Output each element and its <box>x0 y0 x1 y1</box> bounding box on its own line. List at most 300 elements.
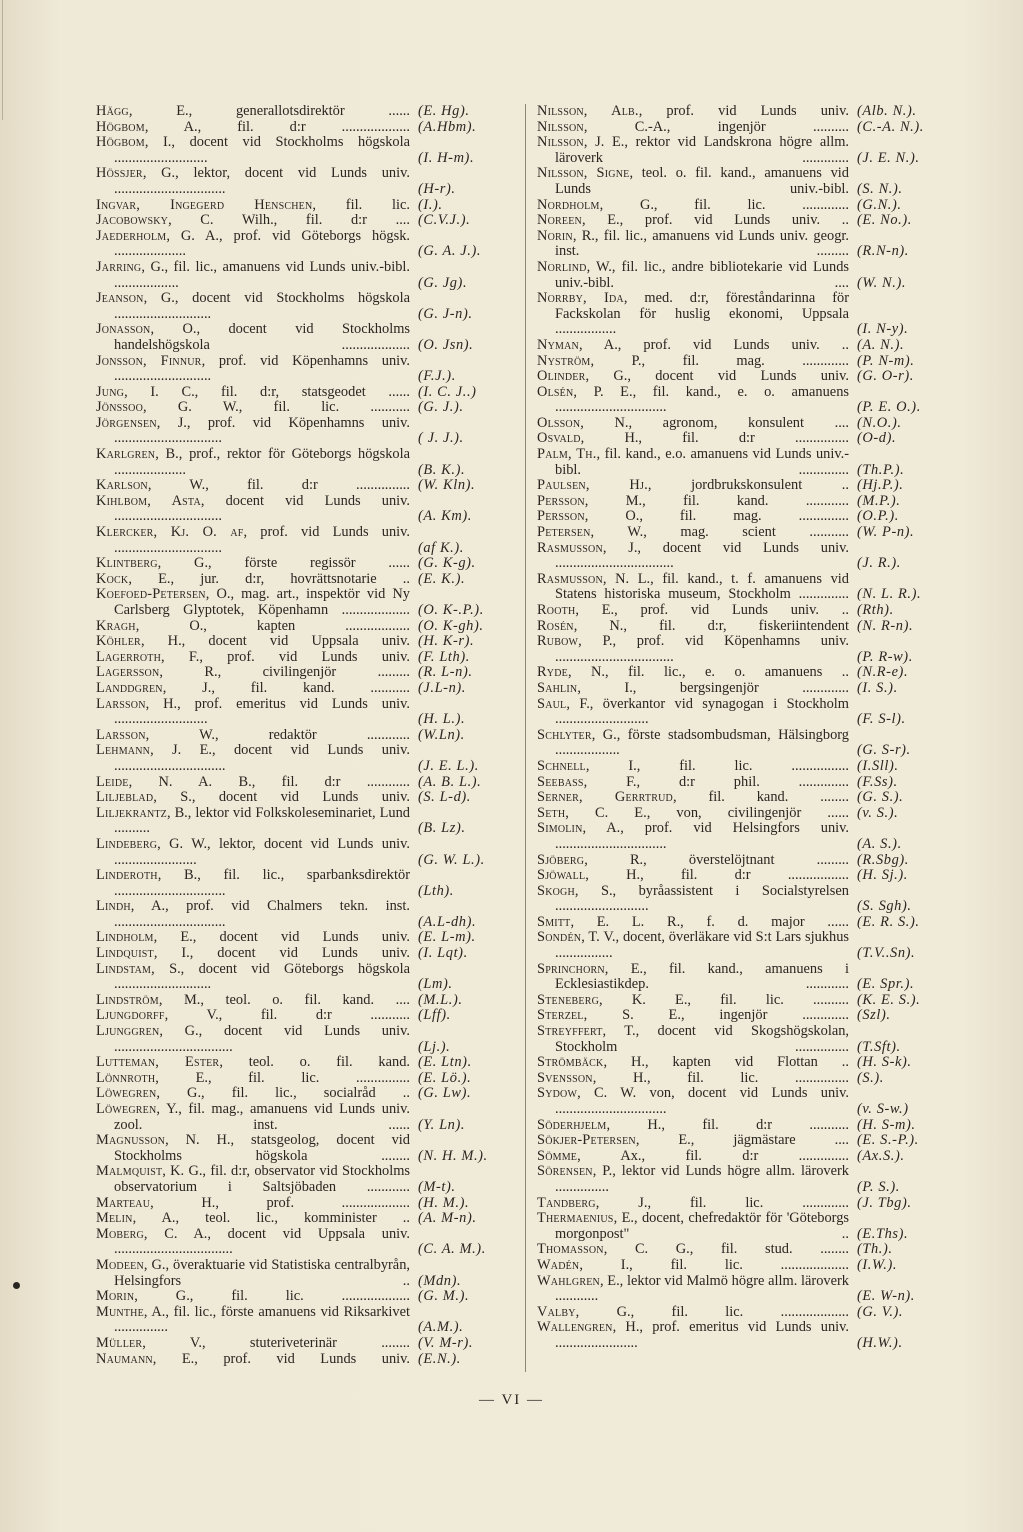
contributor-name: Persson <box>537 492 585 509</box>
contributor-entry <box>96 946 508 962</box>
contributor-text <box>537 198 849 214</box>
contributor-description: , I., fil. lic. ................... <box>579 1256 849 1273</box>
contributor-text <box>96 1086 410 1102</box>
contributor-entry <box>537 603 935 619</box>
contributor-description: , prof. vid Köpenhamns univ. ........................... <box>114 352 410 385</box>
contributor-abbreviation: (G.N.). <box>857 196 902 213</box>
contributor-description: , R., överstelöjtnant ......... <box>584 851 849 868</box>
contributor-text <box>96 354 410 385</box>
contributor-description: , fil. kand. ........ <box>672 789 849 806</box>
contributor-name: Olsson <box>537 414 581 431</box>
contributor-text <box>96 775 410 791</box>
contributor-name: Sondén <box>537 929 582 946</box>
contributor-name: Lindholm <box>96 929 154 946</box>
contributor-entry <box>96 728 508 744</box>
contributor-description: , E., docent vid Lunds univ. <box>153 929 410 946</box>
contributor-name: Rasmusson <box>537 570 603 587</box>
contributor-entry <box>537 416 935 432</box>
contributor-text <box>96 930 410 946</box>
contributor-entry <box>96 229 508 260</box>
contributor-name: Lehmann <box>96 742 151 759</box>
contributor-name: Lagersson <box>96 664 160 681</box>
contributor-entry <box>96 650 508 666</box>
contributor-description: , C.-A., ingenjör .......... <box>583 118 849 135</box>
contributor-name: Norin <box>537 227 573 244</box>
contributor-abbreviation: (C.V.J.). <box>418 212 471 229</box>
contributor-entry <box>537 198 935 214</box>
contributor-name: Nordholm <box>537 196 600 213</box>
contributor-text <box>96 1071 410 1087</box>
contributor-entry <box>537 821 935 852</box>
contributor-description: , E., jur. d:r, hovrättsnotarie .. <box>128 570 410 587</box>
contributor-description: , A., teol. lic., komminister .. <box>132 1210 410 1227</box>
contributor-abbreviation: (G. S-r). <box>857 742 911 759</box>
contributor-abbreviation: (G. W. L.). <box>418 851 485 868</box>
contributor-text <box>96 993 410 1009</box>
contributor-name: Nilsson, Alb. <box>537 103 639 119</box>
contributor-text <box>537 354 849 370</box>
contributor-description: , H., fil. lic. ............... <box>592 1069 849 1086</box>
contributor-abbreviation: (E. Ltn). <box>418 1054 472 1071</box>
right-column <box>537 104 935 1352</box>
contributor-abbreviation: (I.Sll). <box>857 757 899 774</box>
contributor-description: , S. E., ingenjör ............. <box>583 1007 849 1024</box>
contributor-entry <box>96 525 508 556</box>
contributor-name: Nyman <box>537 336 579 353</box>
contributor-entry <box>96 1102 508 1133</box>
contributor-text <box>96 556 410 572</box>
contributor-text <box>537 790 849 806</box>
contributor-name: Lindeberg <box>96 835 158 852</box>
contributor-abbreviation: (R. L-n). <box>418 664 473 681</box>
contributor-text <box>537 603 849 619</box>
contributor-abbreviation: (Alb. N.). <box>857 103 917 119</box>
contributor-name: Linderoth <box>96 867 158 884</box>
contributor-entry <box>96 1336 508 1352</box>
contributor-abbreviation: (F. Lth). <box>418 648 470 665</box>
contributor-description: , C. W. von, docent vid Lunds univ. ............................... <box>555 1085 849 1117</box>
contributor-abbreviation: (O.P.). <box>857 508 899 525</box>
column-divider <box>525 104 526 1372</box>
contributor-description: , F., överkantor vid synagogan i Stockholm .......................... <box>555 695 849 728</box>
contributor-description: , N. A. B., fil. d:r ............ <box>128 773 410 790</box>
contributor-name: Rubow <box>537 633 579 650</box>
contributor-name: Thermaenius <box>537 1210 614 1227</box>
contributor-entry <box>96 681 508 697</box>
contributor-name: Sydow <box>537 1085 578 1102</box>
contributor-name: Jonsson, Finnur <box>96 352 202 369</box>
contributor-entry <box>96 1227 508 1258</box>
contributor-description: , N. L., fil. kand., t. f. amanuens vid Statens historiska museum, Stockholm .............. <box>555 570 849 603</box>
contributor-description: , N., agronom, konsulent .... <box>580 414 849 431</box>
contributor-description: , J., docent vid Lunds univ. ................................. <box>555 539 849 572</box>
contributor-description: , E., prof. vid Lunds univ. .. <box>575 602 849 618</box>
contributor-description: , A., prof. vid Lunds univ. .. <box>578 336 849 353</box>
contributor-name: Löwegren <box>96 1101 157 1117</box>
contributor-name: Klercker, Kj. O. af <box>96 524 244 541</box>
contributor-description: , H., kapten vid Flottan .. <box>603 1054 849 1071</box>
contributor-abbreviation: (P. N-m). <box>857 352 915 369</box>
contributor-text <box>96 1211 410 1227</box>
contributor-description: , E., fil. lic. ............... <box>155 1069 410 1086</box>
contributor-entry <box>537 1305 935 1321</box>
contributor-entry <box>537 135 935 166</box>
contributor-text <box>96 837 410 868</box>
contributor-abbreviation: (E. W-n). <box>857 1288 916 1305</box>
contributor-text <box>537 1008 849 1024</box>
contributor-abbreviation: (G. J.). <box>418 399 464 416</box>
contributor-name: Schnell <box>537 757 586 774</box>
contributor-name: Liljeblad <box>96 789 154 806</box>
contributor-abbreviation: (G. V.). <box>857 1303 904 1320</box>
contributor-entry <box>537 728 935 759</box>
contributor-name: Streyffert <box>537 1023 603 1040</box>
contributor-abbreviation: (F. S-l). <box>857 711 906 728</box>
contributor-entry <box>96 775 508 791</box>
contributor-text <box>537 1133 849 1149</box>
contributor-entry <box>537 120 935 136</box>
contributor-text <box>96 899 410 930</box>
contributor-entry <box>96 1008 508 1024</box>
contributor-abbreviation: (P. E. O.). <box>857 399 921 416</box>
contributor-text <box>537 1055 849 1071</box>
contributor-abbreviation: (Ax.S.). <box>857 1147 905 1164</box>
contributor-description: , E., lektor vid Malmö högre allm. läroverk ............ <box>555 1272 849 1305</box>
contributor-description: , prof. vid Lunds univ. .............................. <box>114 524 410 556</box>
contributor-entry <box>96 790 508 806</box>
contributor-abbreviation: (W. N.). <box>857 274 907 291</box>
contributor-name: Ljungdorff <box>96 1007 165 1024</box>
contributor-entry <box>537 853 935 869</box>
contributor-abbreviation: (Lff). <box>418 1007 451 1024</box>
contributor-abbreviation: (G. J-n). <box>418 305 473 322</box>
contributor-entry <box>96 1258 508 1289</box>
contributor-entry <box>96 930 508 946</box>
contributor-abbreviation: (E. No.). <box>857 212 912 229</box>
contributor-name: Larsson <box>96 726 146 743</box>
contributor-abbreviation: (A. B. L.). <box>418 773 482 790</box>
contributor-entry <box>537 1320 935 1351</box>
contributor-text <box>537 1071 849 1087</box>
contributor-name: Wallengren <box>537 1319 613 1336</box>
contributor-abbreviation: (E. L-m). <box>418 929 476 946</box>
contributor-name: Svensson <box>537 1069 593 1086</box>
contributor-description: , E., fil. kand., amanuens i Ecklesiastikdep. ............ <box>555 960 849 993</box>
contributor-text <box>96 946 410 962</box>
contributor-entry <box>537 447 935 478</box>
contributor-abbreviation: (E. S.-P.). <box>857 1132 919 1149</box>
contributor-description: , O., kapten .................. <box>135 617 410 634</box>
contributor-abbreviation: (J. E. N.). <box>857 149 920 166</box>
contributor-entry <box>537 1211 935 1242</box>
contributor-name: Högbom <box>96 134 145 151</box>
contributor-name: Sprinchorn <box>537 960 605 977</box>
contributor-text <box>537 213 849 229</box>
contributor-entry <box>96 962 508 993</box>
contributor-description: , J., prof. vid Köpenhamns univ. .............................. <box>114 414 410 447</box>
contributor-text <box>537 104 849 120</box>
contributor-text <box>537 431 849 447</box>
contributor-text <box>537 525 849 541</box>
contributor-entry <box>96 837 508 868</box>
contributor-abbreviation: (E. Lö.). <box>418 1069 472 1086</box>
contributor-text <box>537 1196 849 1212</box>
contributor-abbreviation: (I. C. J..) <box>418 383 477 400</box>
contributor-description: , W., redaktör ............ <box>145 726 410 743</box>
contributor-name: Magnusson <box>96 1132 166 1149</box>
contributor-abbreviation: (J. Tbg). <box>857 1194 912 1211</box>
contributor-text <box>96 135 410 166</box>
contributor-name: Kihlbom, Asta <box>96 492 201 509</box>
contributor-entry <box>537 1118 935 1134</box>
contributor-description: , G., fil. lic. ............. <box>599 196 849 213</box>
contributor-description: , J. E., rektor vid Landskrona högre allm. läroverk ............. <box>555 134 849 166</box>
contributor-text <box>96 400 410 416</box>
contributor-name: Högbom <box>96 118 145 135</box>
contributor-name: Smitt <box>537 913 571 930</box>
contributor-entry <box>537 884 935 915</box>
contributor-abbreviation: (H. K-r). <box>418 633 475 650</box>
contributor-entry <box>537 962 935 993</box>
contributor-name: Sökjer-Petersen <box>537 1132 636 1149</box>
contributor-text <box>96 478 410 494</box>
contributor-abbreviation: (T.V..Sn). <box>857 945 916 962</box>
contributor-abbreviation: (S. N.). <box>857 180 903 197</box>
contributor-abbreviation: (C.-A. N.). <box>857 118 924 135</box>
contributor-entry <box>96 400 508 416</box>
contributor-entry <box>537 634 935 665</box>
contributor-description: , H., prof. emeritus vid Lunds univ. ....................... <box>555 1319 849 1351</box>
contributor-entry <box>537 930 935 961</box>
contributor-text <box>96 1336 410 1352</box>
contributor-entry <box>96 665 508 681</box>
contributor-description: , S., docent vid Göteborgs högskola ........................... <box>114 960 410 993</box>
contributor-abbreviation: (K. E. S.). <box>857 991 921 1008</box>
contributor-description: , prof. vid Lunds univ. <box>638 103 849 119</box>
contributor-entry <box>96 354 508 385</box>
contributor-name: Marteau <box>96 1194 151 1211</box>
contributor-name: Serner, Gerrtrud <box>537 789 673 806</box>
contributor-entry <box>537 1258 935 1274</box>
contributor-entry <box>96 213 508 229</box>
contributor-abbreviation: (W.Ln). <box>418 726 465 743</box>
contributor-text <box>537 447 849 478</box>
contributor-text <box>96 1102 410 1133</box>
contributor-abbreviation: (B. Lz). <box>418 820 466 837</box>
contributor-description: , G. W., fil. lic. ........... <box>143 399 410 416</box>
contributor-description: , teol. o. fil. kand., amanuens vid Lunds univ.-bibl. <box>555 165 849 197</box>
contributor-description: , Ax., fil. d:r .............. <box>577 1147 849 1164</box>
contributor-name: Lindström <box>96 991 159 1008</box>
contributor-name: Ryde <box>537 664 568 681</box>
contributor-entry <box>96 166 508 197</box>
contributor-abbreviation: (O. K-gh). <box>418 617 484 634</box>
contributor-entry <box>96 1196 508 1212</box>
contributor-description: , A., fil. d:r ................... <box>144 118 410 135</box>
contributor-abbreviation: (Rth). <box>857 602 894 618</box>
contributor-name: Naumann <box>96 1350 153 1367</box>
contributor-text <box>537 665 849 681</box>
contributor-abbreviation: (O. K-.P.). <box>418 602 484 618</box>
contributor-entry <box>537 525 935 541</box>
contributor-name: Nilsson, Signe <box>537 165 630 182</box>
contributor-entry <box>96 697 508 728</box>
contributor-entry <box>537 1133 935 1149</box>
contributor-description: , N., fil. d:r, fiskeriintendent <box>573 617 849 634</box>
contributor-text <box>537 338 849 354</box>
contributor-text <box>537 229 849 260</box>
contributor-text <box>96 572 410 588</box>
contributor-entry <box>96 743 508 774</box>
contributor-description: , I., bergsingenjör ............. <box>577 679 849 696</box>
contributor-abbreviation: (G. O-r). <box>857 368 914 385</box>
contributor-name: Valby <box>537 1303 576 1320</box>
contributor-entry <box>96 1133 508 1164</box>
contributor-abbreviation: (N. H. M.). <box>418 1147 488 1164</box>
contributor-name: Thomasson <box>537 1241 604 1258</box>
contributor-abbreviation: (S. Sgh). <box>857 898 912 915</box>
contributor-text <box>537 853 849 869</box>
contributor-entry <box>537 1242 935 1258</box>
contributor-name: Rosén <box>537 617 574 634</box>
contributor-name: Karlgren <box>96 446 156 463</box>
contributor-text <box>537 1024 849 1055</box>
contributor-text <box>537 619 849 635</box>
contributor-abbreviation: (B. K.). <box>418 461 466 478</box>
contributor-text <box>537 821 849 852</box>
contributor-entry <box>96 104 508 120</box>
contributor-abbreviation: (Y. Ln). <box>418 1116 466 1133</box>
contributor-description: , B., prof., rektor för Göteborgs högskola .................... <box>114 446 410 478</box>
contributor-abbreviation: (Th.P.). <box>857 461 905 478</box>
contributor-abbreviation: (Lm). <box>418 976 453 993</box>
contributor-description: , O., mag. art., inspektör vid Ny Carlsberg Glyptotek, Köpenhamn ................... <box>114 586 410 618</box>
contributor-abbreviation: (E.Ths). <box>857 1225 909 1242</box>
contributor-description: , M., teol. o. fil. kand. .... <box>158 991 410 1008</box>
contributor-text <box>96 291 410 322</box>
contributor-abbreviation: (J. R.). <box>857 555 901 572</box>
contributor-entry <box>96 1289 508 1305</box>
contributor-description: , Y., fil. mag., amanuens vid Lunds univ. zool. inst. ...... <box>114 1101 410 1133</box>
contributor-entry <box>96 416 508 447</box>
contributor-description: , O., docent vid Stockholms handelshögskola ................... <box>114 321 410 353</box>
contributor-name: Koefoed-Petersen <box>96 586 206 603</box>
contributor-name: Hössjer <box>96 165 143 182</box>
contributor-text <box>537 868 849 884</box>
contributor-name: Wadén <box>537 1256 580 1273</box>
contributor-name: Sjöberg <box>537 851 585 868</box>
contributor-name: Tandberg <box>537 1194 596 1211</box>
contributor-text <box>96 494 410 525</box>
contributor-text <box>537 697 849 728</box>
contributor-entry <box>96 1305 508 1336</box>
contributor-entry <box>96 1071 508 1087</box>
contributor-abbreviation: (Szl). <box>857 1007 891 1024</box>
contributor-abbreviation: (v. S.). <box>857 804 899 821</box>
contributor-abbreviation: (Th.). <box>857 1241 893 1258</box>
contributor-entry <box>96 1352 508 1368</box>
contributor-entry <box>96 587 508 618</box>
contributor-name: Klintberg <box>96 555 158 572</box>
page-number: — VI — <box>478 1392 545 1408</box>
contributor-entry <box>537 1086 935 1117</box>
contributor-text <box>96 1133 410 1164</box>
contributor-entry <box>96 868 508 899</box>
contributor-description: , E. L. R., f. d. major ...... <box>570 913 849 930</box>
contributor-abbreviation: (J. E. L.). <box>418 757 479 774</box>
contributor-name: Moberg <box>96 1225 144 1242</box>
contributor-text <box>537 478 849 494</box>
contributor-text <box>537 930 849 961</box>
contributor-text <box>96 587 410 618</box>
contributor-entry <box>537 1008 935 1024</box>
contributor-abbreviation: (G. Lw). <box>418 1085 472 1102</box>
contributor-abbreviation: (E. Hg). <box>418 103 470 119</box>
contributor-abbreviation: (A.Hbm). <box>418 118 477 135</box>
contributor-abbreviation: (S.). <box>857 1069 884 1086</box>
contributor-abbreviation: (P. S.). <box>857 1178 900 1195</box>
contributor-description: , I., fil. lic. ................ <box>585 757 849 774</box>
contributor-name: Ljunggren <box>96 1023 160 1040</box>
contributor-entry <box>96 447 508 478</box>
contributor-text <box>537 962 849 993</box>
contributor-text <box>537 1118 849 1134</box>
contributor-entry <box>537 1196 935 1212</box>
contributor-name: Olsén <box>537 383 574 400</box>
contributor-abbreviation: (H. M.). <box>418 1194 470 1211</box>
contributor-text <box>96 213 410 229</box>
contributor-name: Lutteman, Ester <box>96 1054 220 1071</box>
contributor-name: Modeen <box>96 1256 144 1273</box>
contributor-text <box>96 1196 410 1212</box>
contributor-name: Sterzel <box>537 1007 584 1024</box>
contributor-name: Hägg <box>96 103 129 119</box>
contributor-abbreviation: ( J. J.). <box>418 430 464 447</box>
contributor-text <box>537 634 849 665</box>
contributor-name: Norlind <box>537 258 587 275</box>
contributor-abbreviation: (G. S.). <box>857 789 904 806</box>
contributor-description: , H., fil. d:r ................. <box>585 867 849 884</box>
contributor-description: , G., docent vid Lunds univ. <box>585 368 849 385</box>
contributor-entry <box>96 478 508 494</box>
contributor-text <box>96 806 410 837</box>
contributor-text <box>537 759 849 775</box>
contributor-name: Sahlin <box>537 679 578 696</box>
contributor-entry <box>96 1024 508 1055</box>
contributor-text <box>96 1024 410 1055</box>
contributor-entry <box>96 1164 508 1195</box>
contributor-abbreviation: (V. M-r). <box>418 1334 474 1351</box>
contributor-text <box>96 447 410 478</box>
contributor-abbreviation: (O. Jsn). <box>418 336 474 353</box>
contributor-description: , jordbrukskonsulent .. <box>647 477 849 494</box>
contributor-text <box>537 541 849 572</box>
contributor-entry <box>537 681 935 697</box>
contributor-name: Larsson <box>96 695 146 712</box>
contributor-description: , G. A., prof. vid Göteborgs högsk. .................... <box>114 227 410 260</box>
contributor-name: Munthe <box>96 1303 144 1320</box>
contributor-description: , S., byråassistent i Socialstyrelsen .......................... <box>555 882 849 915</box>
contributor-text <box>537 416 849 432</box>
contributor-description: , E., generallotsdirektör ...... <box>128 103 410 119</box>
contributor-text <box>96 681 410 697</box>
contributor-name: Söderhjelm <box>537 1116 607 1133</box>
contributor-abbreviation: (G. Jg). <box>418 274 468 291</box>
contributor-abbreviation: (P. R-w). <box>857 648 913 665</box>
contributor-description: , E., docent, chefredaktör för 'Göteborgs morgonpost" .. <box>555 1210 849 1242</box>
contributor-entry <box>537 431 935 447</box>
contributor-text <box>96 166 410 197</box>
